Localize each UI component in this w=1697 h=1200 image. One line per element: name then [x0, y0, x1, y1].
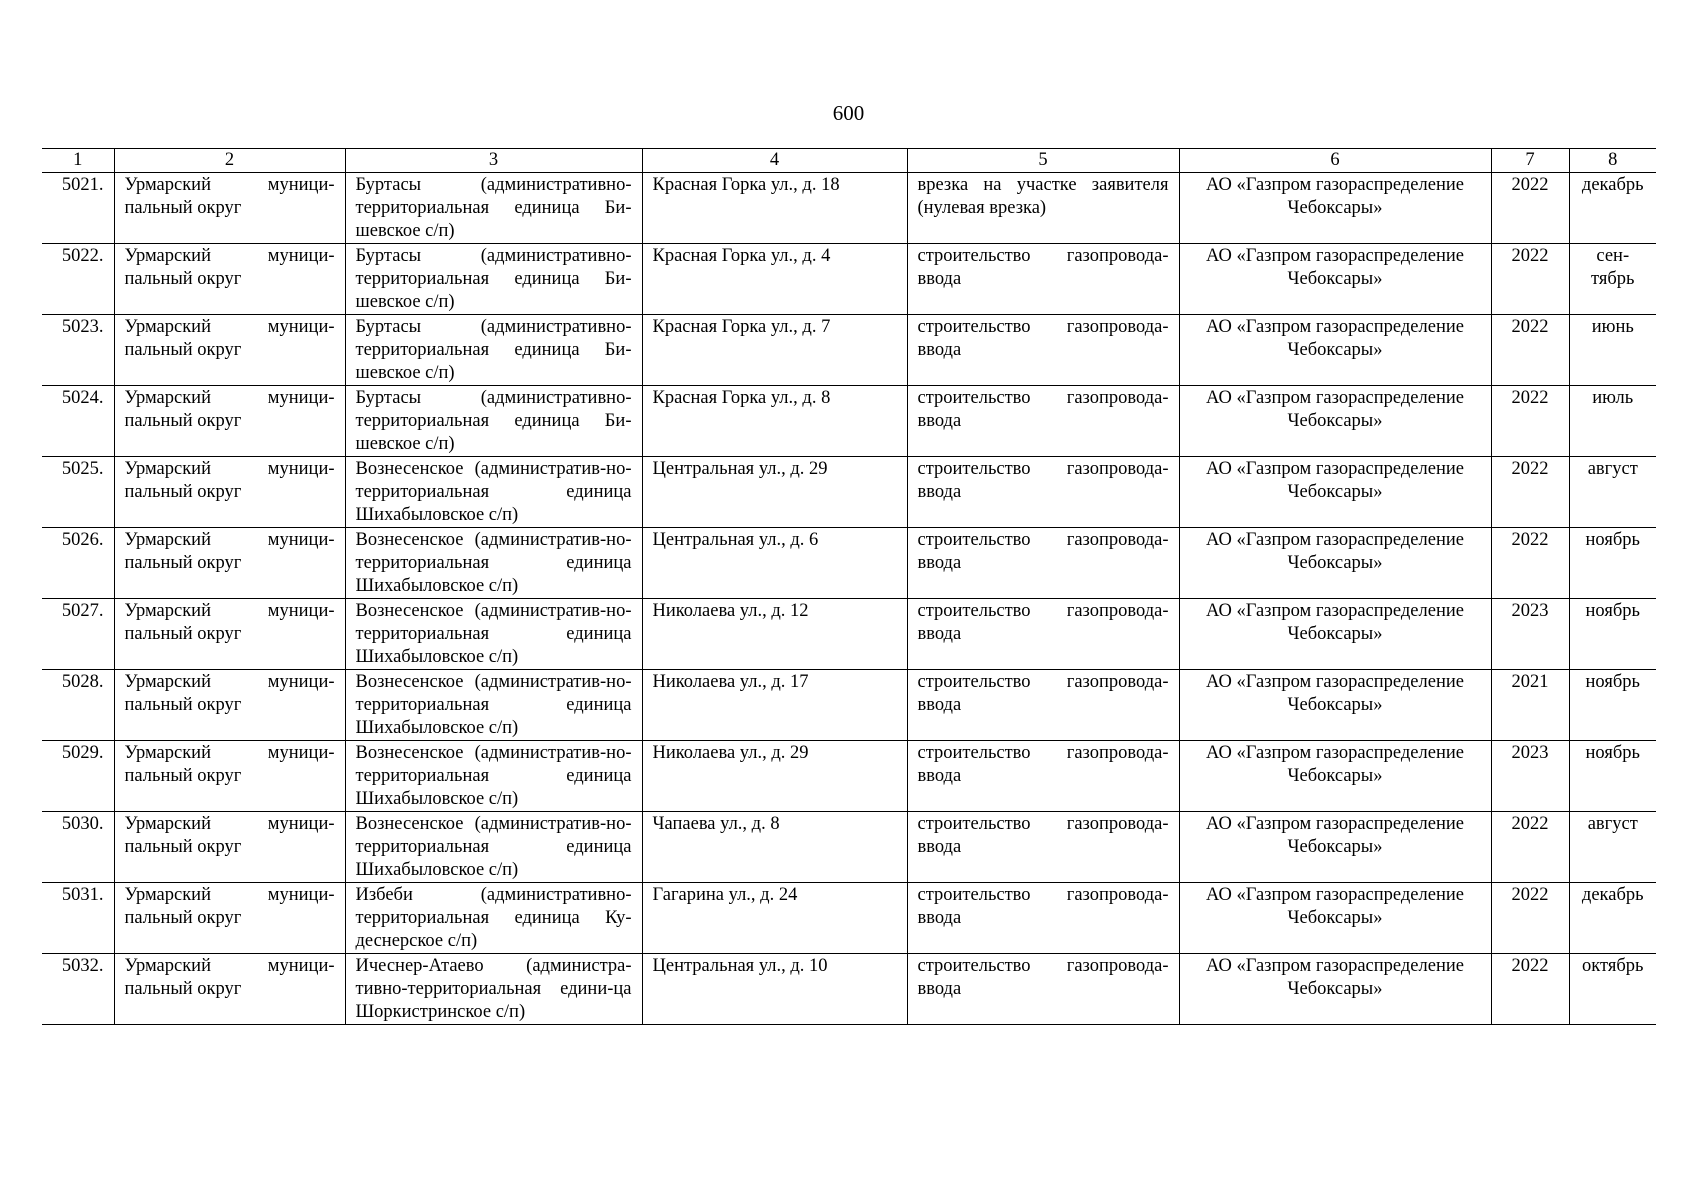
month-cell: декабрь: [1569, 883, 1656, 954]
table-row: [42, 528, 1656, 599]
organization-cell: АО «Газпром газораспределение Чебоксары»: [1179, 457, 1491, 528]
month-cell: сен-тябрь: [1569, 244, 1656, 315]
row-number: 5028.: [42, 670, 114, 741]
gasification-table: [42, 148, 1656, 1025]
address-cell: Центральная ул., д. 6: [642, 528, 907, 599]
work-type-cell: строительство газопровода-ввода: [907, 599, 1179, 670]
page-number: 600: [832, 101, 865, 125]
organization-cell: АО «Газпром газораспределение Чебоксары»: [1179, 386, 1491, 457]
column-header: 5: [907, 149, 1179, 173]
column-header: 2: [114, 149, 345, 173]
table-row: [42, 244, 1656, 315]
organization-cell: АО «Газпром газораспределение Чебоксары»: [1179, 954, 1491, 1025]
row-number: 5025.: [42, 457, 114, 528]
district-cell: Урмарский муници-пальный округ: [114, 244, 345, 315]
locality-cell: Буртасы (административно-территориальная единица Би-шевское с/п): [345, 173, 642, 244]
work-type-cell: строительство газопровода-ввода: [907, 670, 1179, 741]
locality-cell: Буртасы (административно-территориальная единица Би-шевское с/п): [345, 244, 642, 315]
address-cell: Николаева ул., д. 29: [642, 741, 907, 812]
row-number: 5021.: [42, 173, 114, 244]
locality-cell: Буртасы (административно-территориальная единица Би-шевское с/п): [345, 386, 642, 457]
table-row: [42, 599, 1656, 670]
locality-cell: Вознесенское (административ-но-территориальная единица Шихабыловское с/п): [345, 457, 642, 528]
address-cell: Красная Горка ул., д. 8: [642, 386, 907, 457]
row-number: 5027.: [42, 599, 114, 670]
address-cell: Николаева ул., д. 12: [642, 599, 907, 670]
organization-cell: АО «Газпром газораспределение Чебоксары»: [1179, 528, 1491, 599]
column-number-row: [42, 149, 1656, 173]
month-cell: ноябрь: [1569, 670, 1656, 741]
work-type-cell: строительство газопровода-ввода: [907, 386, 1179, 457]
work-type-cell: строительство газопровода-ввода: [907, 244, 1179, 315]
district-cell: Урмарский муници-пальный округ: [114, 315, 345, 386]
year-cell: 2022: [1491, 457, 1569, 528]
year-cell: 2022: [1491, 812, 1569, 883]
row-number: 5029.: [42, 741, 114, 812]
month-cell: август: [1569, 457, 1656, 528]
district-cell: Урмарский муници-пальный округ: [114, 883, 345, 954]
table-row: [42, 883, 1656, 954]
address-cell: Центральная ул., д. 29: [642, 457, 907, 528]
organization-cell: АО «Газпром газораспределение Чебоксары»: [1179, 812, 1491, 883]
work-type-cell: строительство газопровода-ввода: [907, 954, 1179, 1025]
organization-cell: АО «Газпром газораспределение Чебоксары»: [1179, 244, 1491, 315]
table-row: [42, 670, 1656, 741]
month-cell: ноябрь: [1569, 741, 1656, 812]
district-cell: Урмарский муници-пальный округ: [114, 812, 345, 883]
address-cell: Красная Горка ул., д. 7: [642, 315, 907, 386]
work-type-cell: строительство газопровода-ввода: [907, 528, 1179, 599]
table-row: [42, 741, 1656, 812]
year-cell: 2022: [1491, 883, 1569, 954]
organization-cell: АО «Газпром газораспределение Чебоксары»: [1179, 315, 1491, 386]
year-cell: 2021: [1491, 670, 1569, 741]
month-cell: август: [1569, 812, 1656, 883]
row-number: 5024.: [42, 386, 114, 457]
row-number: 5030.: [42, 812, 114, 883]
district-cell: Урмарский муници-пальный округ: [114, 386, 345, 457]
address-cell: Николаева ул., д. 17: [642, 670, 907, 741]
year-cell: 2023: [1491, 741, 1569, 812]
row-number: 5022.: [42, 244, 114, 315]
district-cell: Урмарский муници-пальный округ: [114, 954, 345, 1025]
table-row: [42, 173, 1656, 244]
month-cell: ноябрь: [1569, 528, 1656, 599]
column-header: 1: [42, 149, 114, 173]
address-cell: Гагарина ул., д. 24: [642, 883, 907, 954]
year-cell: 2022: [1491, 954, 1569, 1025]
year-cell: 2023: [1491, 599, 1569, 670]
district-cell: Урмарский муници-пальный округ: [114, 599, 345, 670]
table-row: [42, 386, 1656, 457]
table-row: [42, 315, 1656, 386]
row-number: 5023.: [42, 315, 114, 386]
locality-cell: Вознесенское (административ-но-территориальная единица Шихабыловское с/п): [345, 670, 642, 741]
table-row: [42, 457, 1656, 528]
work-type-cell: строительство газопровода-ввода: [907, 457, 1179, 528]
year-cell: 2022: [1491, 386, 1569, 457]
locality-cell: Вознесенское (административ-но-территориальная единица Шихабыловское с/п): [345, 528, 642, 599]
year-cell: 2022: [1491, 173, 1569, 244]
table-row: [42, 812, 1656, 883]
column-header: 7: [1491, 149, 1569, 173]
column-header: 3: [345, 149, 642, 173]
row-number: 5032.: [42, 954, 114, 1025]
row-number: 5026.: [42, 528, 114, 599]
address-cell: Центральная ул., д. 10: [642, 954, 907, 1025]
organization-cell: АО «Газпром газораспределение Чебоксары»: [1179, 741, 1491, 812]
district-cell: Урмарский муници-пальный округ: [114, 457, 345, 528]
work-type-cell: строительство газопровода-ввода: [907, 315, 1179, 386]
locality-cell: Вознесенское (административ-но-территориальная единица Шихабыловское с/п): [345, 741, 642, 812]
month-cell: июль: [1569, 386, 1656, 457]
locality-cell: Вознесенское (административ-но-территориальная единица Шихабыловское с/п): [345, 812, 642, 883]
district-cell: Урмарский муници-пальный округ: [114, 670, 345, 741]
address-cell: Чапаева ул., д. 8: [642, 812, 907, 883]
locality-cell: Буртасы (административно-территориальная единица Би-шевское с/п): [345, 315, 642, 386]
organization-cell: АО «Газпром газораспределение Чебоксары»: [1179, 670, 1491, 741]
row-number: 5031.: [42, 883, 114, 954]
column-header: 6: [1179, 149, 1491, 173]
year-cell: 2022: [1491, 315, 1569, 386]
organization-cell: АО «Газпром газораспределение Чебоксары»: [1179, 883, 1491, 954]
work-type-cell: врезка на участке заявителя (нулевая врезка): [907, 173, 1179, 244]
locality-cell: Вознесенское (административ-но-территориальная единица Шихабыловское с/п): [345, 599, 642, 670]
work-type-cell: строительство газопровода-ввода: [907, 741, 1179, 812]
month-cell: ноябрь: [1569, 599, 1656, 670]
address-cell: Красная Горка ул., д. 18: [642, 173, 907, 244]
district-cell: Урмарский муници-пальный округ: [114, 528, 345, 599]
locality-cell: Избеби (административно-территориальная единица Ку-деснерское с/п): [345, 883, 642, 954]
column-header: 4: [642, 149, 907, 173]
organization-cell: АО «Газпром газораспределение Чебоксары»: [1179, 599, 1491, 670]
district-cell: Урмарский муници-пальный округ: [114, 173, 345, 244]
column-header: 8: [1569, 149, 1656, 173]
year-cell: 2022: [1491, 528, 1569, 599]
district-cell: Урмарский муници-пальный округ: [114, 741, 345, 812]
year-cell: 2022: [1491, 244, 1569, 315]
table-row: [42, 954, 1656, 1025]
locality-cell: Ичеснер-Атаево (администра-тивно-территориальная едини-ца Шоркистринское с/п): [345, 954, 642, 1025]
month-cell: июнь: [1569, 315, 1656, 386]
organization-cell: АО «Газпром газораспределение Чебоксары»: [1179, 173, 1491, 244]
month-cell: октябрь: [1569, 954, 1656, 1025]
work-type-cell: строительство газопровода-ввода: [907, 812, 1179, 883]
month-cell: декабрь: [1569, 173, 1656, 244]
address-cell: Красная Горка ул., д. 4: [642, 244, 907, 315]
work-type-cell: строительство газопровода-ввода: [907, 883, 1179, 954]
